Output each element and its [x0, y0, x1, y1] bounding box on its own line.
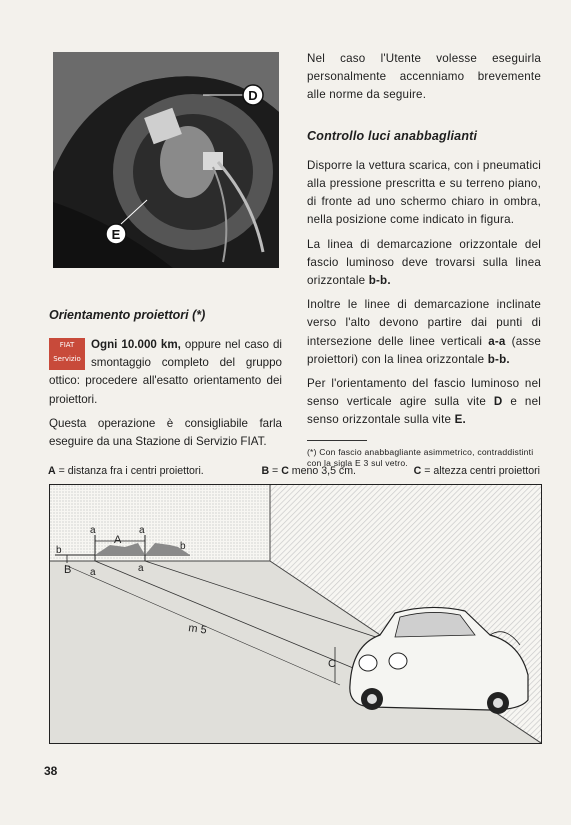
label-distance: m 5 [187, 622, 208, 637]
paragraph-service-station: Questa operazione è consigliabile farla eseguire da una Stazione di Servizio FIAT. [49, 416, 282, 449]
label-a-left: a [90, 525, 96, 536]
legend-key: A [48, 465, 56, 477]
legend-text: meno 3,5 cm. [288, 465, 356, 477]
label-a-right: a [139, 525, 145, 536]
label-e: E [111, 227, 121, 242]
text: Per l'orientamento del fascio luminoso nel senso verticale agire sulla vite [307, 377, 541, 409]
bold-text: Ogni 10.000 km, [91, 338, 181, 351]
legend-key: C [413, 465, 422, 477]
bold-text: b-b. [368, 274, 391, 288]
diagram-legend [48, 465, 540, 477]
headlamp-photo [53, 52, 279, 268]
legend-key: C [281, 465, 289, 477]
alignment-illustration [50, 485, 541, 743]
text: La linea di demarcazione orizzontale del fascio luminoso deve trovarsi sulla linea orizzontale [307, 237, 541, 288]
label-C: C [328, 658, 336, 670]
page-number: 38 [44, 764, 58, 778]
paragraph-inclined-lines [307, 296, 541, 369]
footnote-rule [307, 440, 367, 441]
bold-text: b-b. [487, 352, 510, 366]
left-column [49, 336, 282, 457]
bold-text: D [493, 395, 503, 409]
legend-b [261, 465, 356, 477]
label-b-right: b [180, 541, 186, 552]
legend-key: B [261, 465, 270, 477]
paragraph-adjustment [307, 375, 541, 430]
section-heading-orientation: Orientamento proiettori (*) [49, 308, 206, 322]
label-a-floor2: a [138, 563, 144, 574]
badge-line1: FIAT [59, 341, 75, 349]
badge-line2: Servizio [53, 355, 81, 363]
bold-text: a-a [488, 334, 506, 348]
section-heading-low-beam: Controllo luci anabbaglianti [307, 128, 478, 143]
label-B: B [64, 564, 72, 576]
intro-paragraph: Nel caso l'Utente volesse eseguirla personalmente accenniamo brevemente alle norme da seguire. [307, 52, 541, 102]
legend-text: = distanza fra i centri proiettori. [55, 465, 204, 477]
text: (asse proiettori) con la linea orizzontale [307, 334, 541, 366]
paragraph-horizontal-line [307, 236, 541, 291]
paragraph-setup: Disporre la vettura scarica, con i pneumatici alla pressione prescritta e su terreno piano, di fronte ad uno schermo chiaro in ombra, nella posizione come indicato in figura. [307, 158, 541, 227]
legend-text: = altezza centri proiettori [421, 465, 540, 477]
alignment-diagram [49, 484, 542, 744]
label-A: A [114, 534, 122, 546]
legend-a [48, 465, 204, 477]
label-b-left: b [56, 545, 62, 556]
legend-c [414, 465, 540, 477]
bold-text: E. [454, 413, 466, 427]
label-d: D [248, 88, 258, 103]
paragraph-interval [49, 336, 282, 409]
text: oppure nel caso di smontaggio completo del gruppo ottico: procedere all'esatto orientamento dei proiettori. [49, 338, 282, 406]
fiat-service-badge [49, 338, 85, 370]
text: Inoltre le linee di demarcazione inclinate verso l'alto devono partire dai punti di intersezione delle linee verticali [307, 298, 541, 348]
footnote: (*) Con fascio anabbagliante asimmetrico, contraddistinti con la sigla E 3 sul vetro. [307, 446, 534, 468]
headlamp-illustration [53, 52, 279, 268]
legend-eq: = [269, 465, 282, 477]
right-column [307, 50, 541, 469]
text: e nel senso orizzontale sulla vite [307, 395, 541, 427]
label-a-floor1: a [90, 567, 96, 578]
